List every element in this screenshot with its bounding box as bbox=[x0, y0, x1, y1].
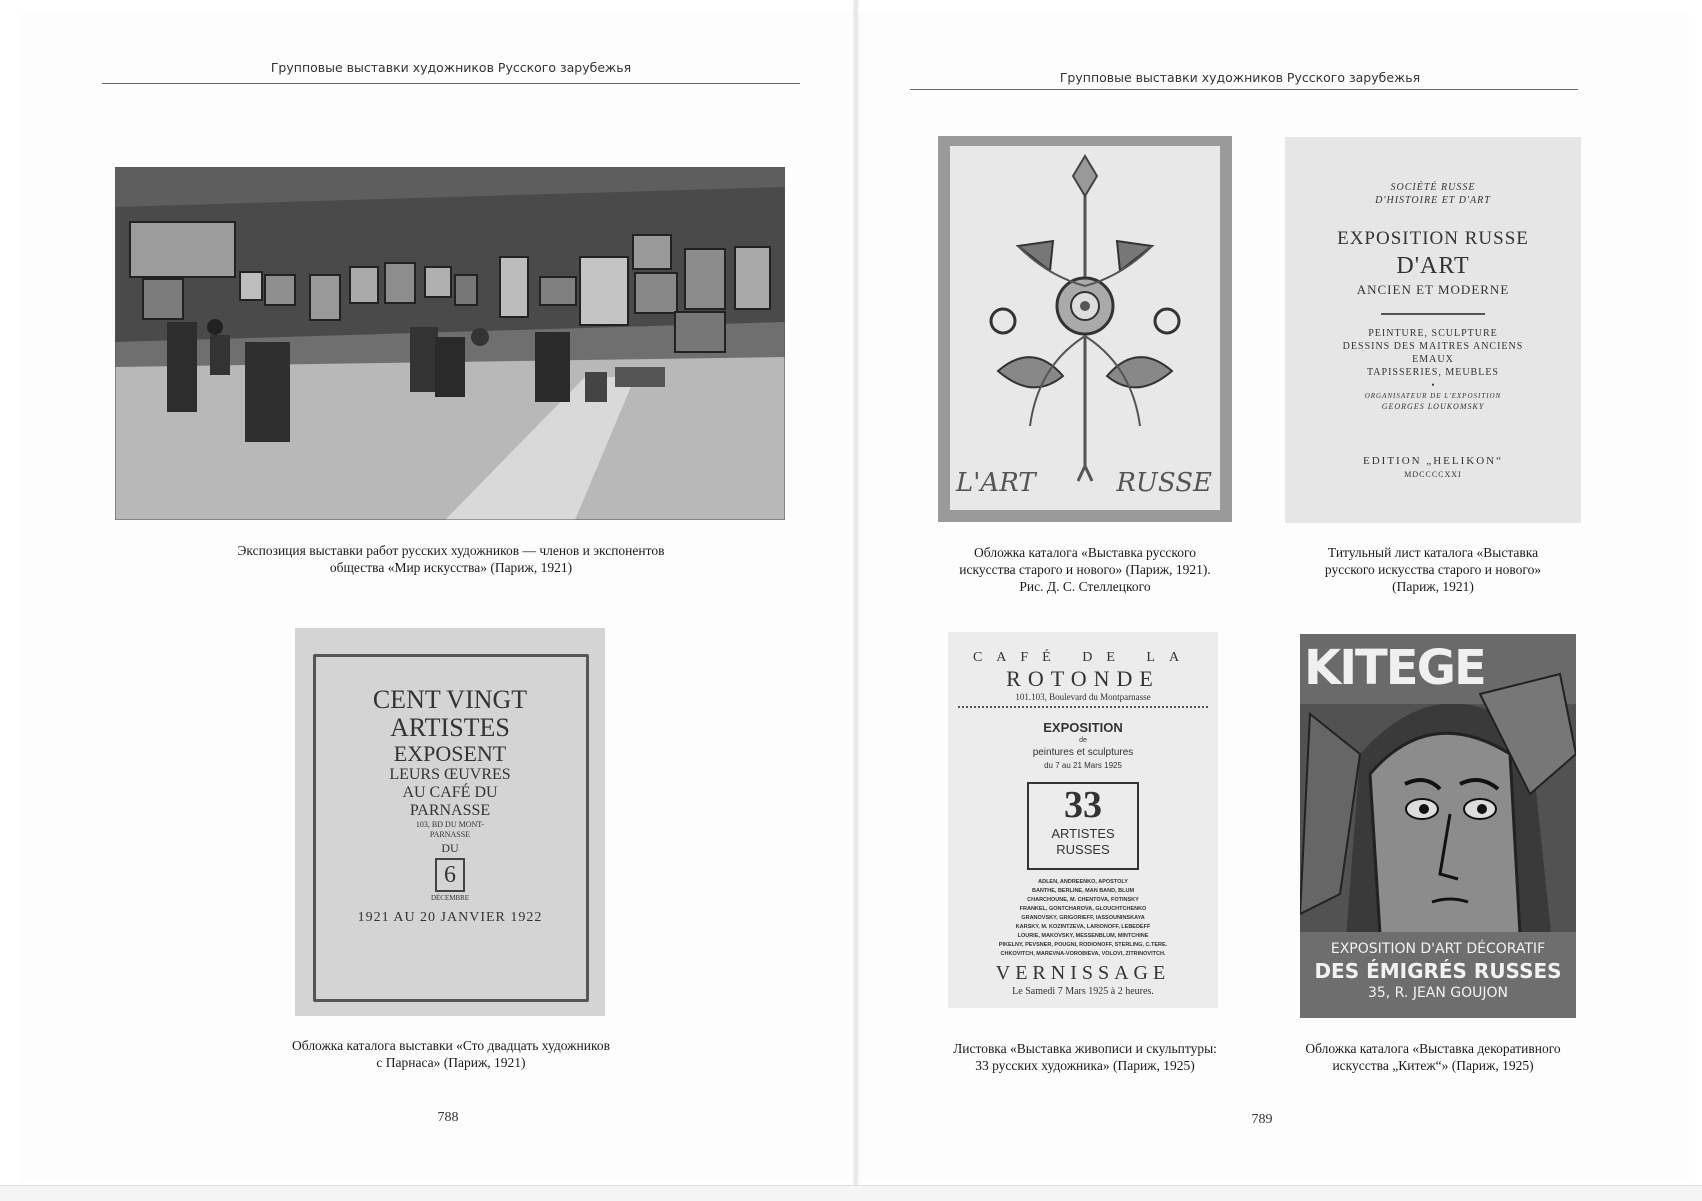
title-line: PEINTURE, SCULPTURE bbox=[1368, 328, 1498, 339]
caption-line: Рис. Д. С. Стеллецкого bbox=[1019, 579, 1151, 594]
lart-russe-caption bbox=[920, 544, 1250, 595]
left-page-number: 788 bbox=[437, 1110, 459, 1125]
caption-line: Титульный лист каталога «Выставка bbox=[1327, 545, 1539, 560]
caption-line: (Париж, 1921) bbox=[1392, 579, 1474, 594]
caption-line: русского искусства старого и нового» bbox=[1324, 562, 1542, 577]
poster-line: DES ÉMIGRÉS RUSSES bbox=[1314, 959, 1562, 983]
cover-line: AU CAFÉ DU bbox=[402, 784, 498, 801]
caption-line: искусства старого и нового» (Париж, 1921). bbox=[959, 562, 1211, 577]
left-header-rule bbox=[102, 83, 800, 84]
title-line: MDCCCCXXI bbox=[1404, 470, 1462, 479]
hall-photo-caption bbox=[102, 542, 800, 576]
cover-line: PARNASSE bbox=[409, 802, 491, 819]
caption-line: Экспозиция выставки работ русских художников — членов и экспонентов bbox=[237, 543, 665, 558]
caption-line: Листовка «Выставка живописи и скульптуры: bbox=[953, 1041, 1217, 1056]
title-line: EMAUX bbox=[1412, 354, 1454, 365]
flyer-name-line: FRANKEL, GONTCHAROVA, GLOUCHTCHENKO bbox=[1019, 906, 1147, 912]
flyer-line: 101.103, Boulevard du Montparnasse bbox=[1015, 692, 1151, 702]
scanner-bottom-edge bbox=[0, 1185, 1702, 1201]
exhibition-hall-photo bbox=[115, 167, 785, 520]
title-line: ORGANISATEUR DE L'EXPOSITION bbox=[1364, 392, 1502, 400]
flyer-name-line: GRANOVSKY, GRIGORIEFF, IASSOUNINSKAYA bbox=[1021, 915, 1145, 921]
cover-line: DÉCEMBRE bbox=[430, 894, 470, 902]
flyer-line: ROTONDE bbox=[1006, 666, 1160, 691]
title-line: SOCIÉTÉ RUSSE bbox=[1390, 182, 1476, 193]
cover-line: 1921 AU 20 JANVIER 1922 bbox=[357, 910, 543, 925]
cover-line: EXPOSENT bbox=[393, 741, 507, 766]
book-gutter bbox=[853, 0, 859, 1200]
flyer-line: VERNISSAGE bbox=[995, 962, 1171, 984]
kitege-caption bbox=[1270, 1040, 1596, 1074]
caption-line: Обложка каталога выставки «Сто двадцать художников bbox=[292, 1038, 610, 1053]
caption-line: общества «Мир искусства» (Париж, 1921) bbox=[329, 560, 573, 575]
poster-line: 35, R. JEAN GOUJON bbox=[1367, 985, 1509, 1001]
cent-vingt-caption bbox=[102, 1037, 800, 1071]
flyer-number-box bbox=[1027, 782, 1139, 870]
cover-line: CENT VINGT bbox=[372, 685, 528, 714]
flyer-line: ARTISTES bbox=[1051, 826, 1115, 841]
title-line: GEORGES LOUKOMSKY bbox=[1381, 402, 1485, 411]
rotonde-caption bbox=[920, 1040, 1250, 1074]
cover-line: PARNASSE bbox=[429, 830, 471, 839]
caption-line: Обложка каталога «Выставка декоративного bbox=[1305, 1041, 1561, 1056]
flyer-name-line: PIKELNY, PEVSNER, POUGNI, RODIONOFF, STERLING, C.TERE. bbox=[998, 942, 1168, 948]
cover-day: 6 bbox=[435, 858, 465, 892]
flyer-dotted-rule bbox=[958, 706, 1208, 708]
flyer-line: CAFÉ DE LA bbox=[972, 650, 1194, 665]
flyer-name-line: LOURIE, MAKOVSKY, MESSENBLUM, MINTCHINE bbox=[1017, 933, 1149, 939]
title-line: EDITION „HELIKON“ bbox=[1363, 455, 1503, 467]
kitege-poster bbox=[1300, 634, 1576, 1018]
title-line: ANCIEN ET MODERNE bbox=[1356, 282, 1510, 297]
cover-word-left: L'ART bbox=[956, 468, 1036, 498]
poster-top-word: KITEGE bbox=[1304, 640, 1485, 696]
title-line: DESSINS DES MAITRES ANCIENS bbox=[1342, 341, 1524, 352]
caption-line: 33 русских художника» (Париж, 1925) bbox=[975, 1058, 1195, 1073]
title-line: D'HISTOIRE ET D'ART bbox=[1375, 195, 1491, 206]
title-rule bbox=[1381, 313, 1485, 315]
right-header-rule bbox=[910, 89, 1578, 90]
cent-vingt-cover bbox=[295, 628, 605, 1016]
caption-line: Обложка каталога «Выставка русского bbox=[974, 545, 1196, 560]
flyer-line: EXPOSITION bbox=[1043, 720, 1123, 735]
flyer-name-line: BANTHE, BERLINE, MAN BAND, BLUM bbox=[1031, 888, 1135, 894]
title-page-caption bbox=[1270, 544, 1596, 595]
cover-line: 103, BD DU MONT- bbox=[415, 820, 485, 829]
flyer-line: du 7 au 21 Mars 1925 bbox=[1044, 761, 1122, 770]
rotonde-flyer bbox=[948, 632, 1218, 1008]
title-line: D'ART bbox=[1396, 253, 1470, 279]
flyer-number: 33 bbox=[1064, 784, 1102, 826]
flyer-name-line: CHARCHOUNE, M. CHENTOVA, FOTINSKY bbox=[1027, 897, 1139, 903]
title-page-cover: SOCIÉTÉ RUSSE D'HISTOIRE ET D'ART EXPOSITION RUSSE D'ART ANCIEN ET MODERNE PEINTURE, SCULPTURE DESSINS DES MAITRES ANCIENS EMAUX TAPISSERIES, MEUBLES • ORGANISATEUR DE L'EXPOSITION GEORGES LOUKOMSKY EDITION „HELIKON“ MDCCCCXXI bbox=[1285, 137, 1581, 523]
caption-line: с Парнаса» (Париж, 1921) bbox=[376, 1055, 526, 1070]
flyer-name-line: ADLEN, ANDREENKO, APOSTOLY bbox=[1038, 879, 1128, 885]
right-running-head: Групповые выставки художников Русского зарубежья bbox=[1059, 70, 1421, 85]
flyer-name-line: KARSKY, M. KOZINTZEVA, LARIONOFF, LEBEDEFF bbox=[1015, 924, 1151, 930]
flyer-line: RUSSES bbox=[1056, 842, 1110, 857]
flyer-line: de bbox=[1079, 737, 1087, 744]
flyer-name-line: CHKOVITCH, MAREVNA-VOROBIEVA, VOLOVI, ZITRINOVITCH. bbox=[1000, 951, 1166, 957]
poster-line: EXPOSITION D'ART DÉCORATIF bbox=[1330, 941, 1546, 957]
right-page-number: 789 bbox=[1251, 1112, 1273, 1127]
title-line: EXPOSITION RUSSE bbox=[1337, 228, 1529, 249]
flyer-line: Le Samedi 7 Mars 1925 à 2 heures. bbox=[1012, 986, 1154, 997]
lart-russe-cover bbox=[938, 136, 1232, 522]
caption-line: искусства „Китеж“» (Париж, 1925) bbox=[1332, 1058, 1534, 1073]
left-running-head: Групповые выставки художников Русского зарубежья bbox=[270, 60, 632, 75]
flyer-line: peintures et sculptures bbox=[1032, 747, 1134, 758]
cover-word-right: RUSSE bbox=[1116, 468, 1212, 498]
cover-line: LEURS ŒUVRES bbox=[389, 766, 511, 783]
title-line: TAPISSERIES, MEUBLES bbox=[1367, 367, 1499, 378]
cover-line: DU bbox=[441, 841, 459, 855]
flyer-names bbox=[948, 878, 1218, 959]
cover-line: ARTISTES bbox=[390, 713, 510, 742]
